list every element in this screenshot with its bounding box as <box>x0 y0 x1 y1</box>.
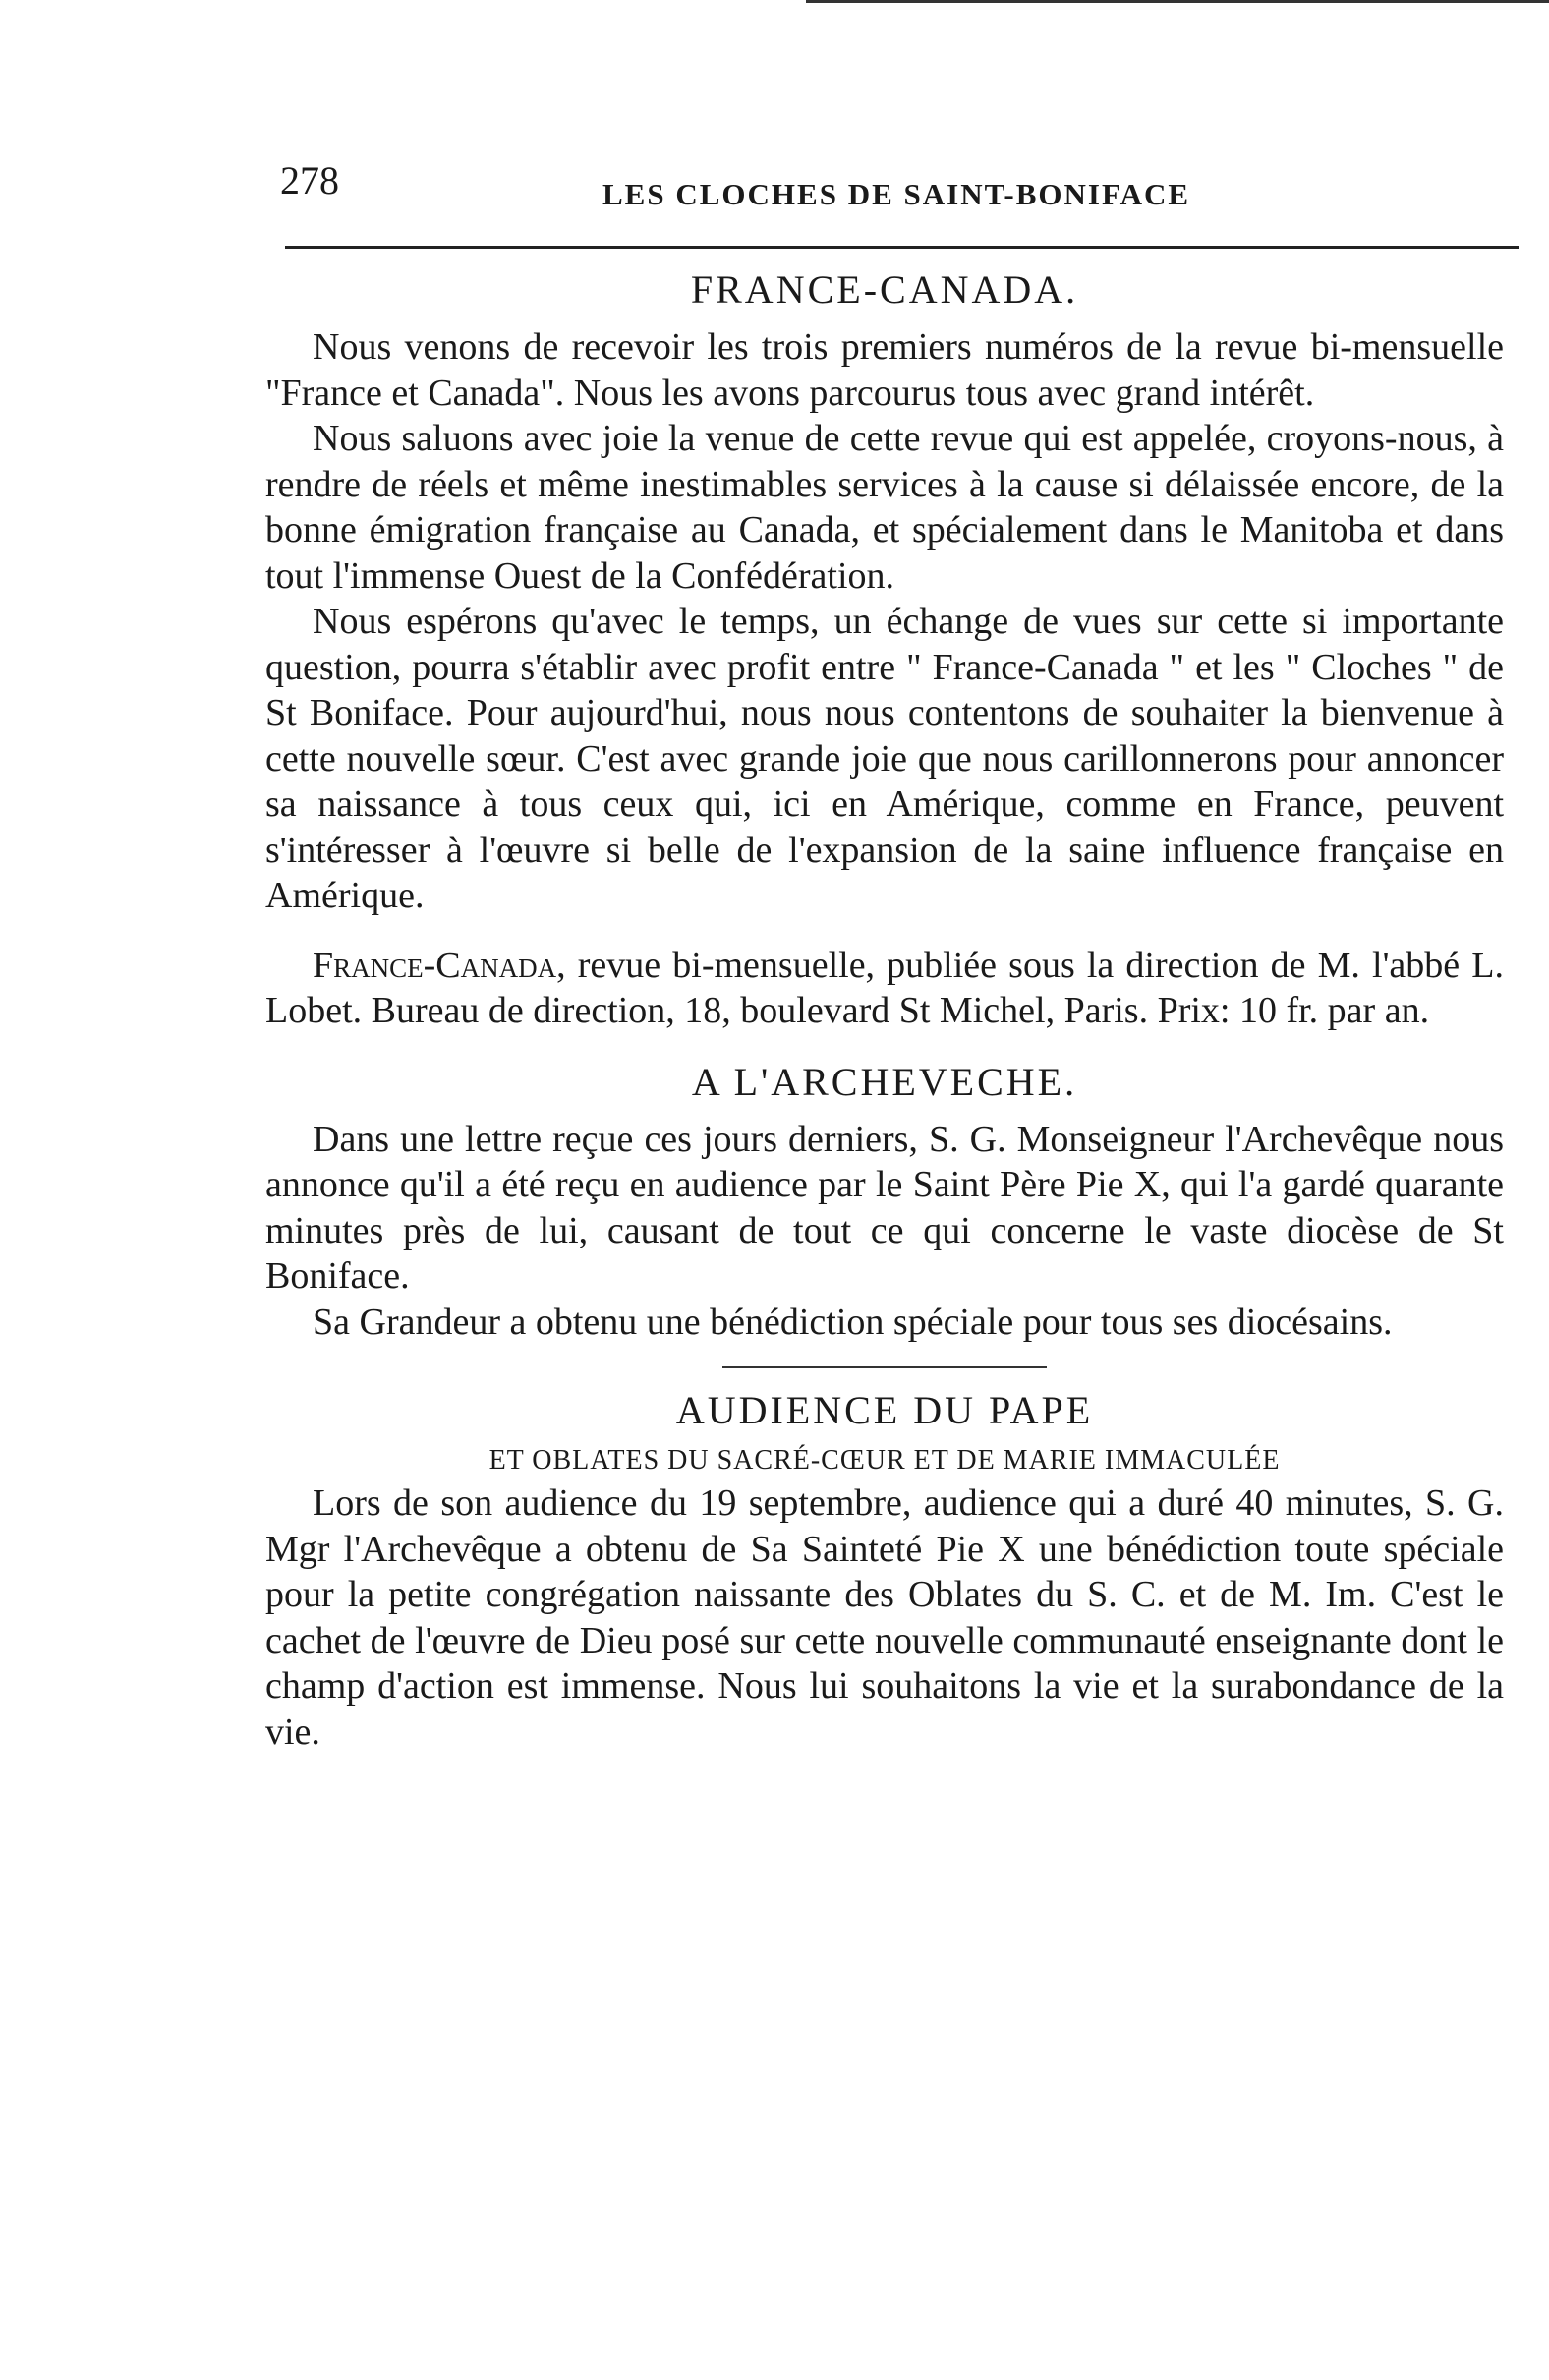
header-rule <box>285 246 1519 249</box>
paragraph: Nous saluons avec joie la venue de cette revue qui est appelée, croyons-nous, à rendre de réels et même inestimables services à la cause si délaissée encore, de la bonne émigration française au Canada, et spécialement dans le Manitoba et dans tout l'immense Ouest de la Confédération. <box>265 418 1504 597</box>
section-title: A L'ARCHEVECHE. <box>691 1059 1078 1104</box>
paragraph: Sa Grandeur a obtenu une bénédiction spéciale pour tous ses diocésains. <box>313 1301 1393 1343</box>
section-audience <box>265 1386 1504 1755</box>
publication-notice <box>265 943 1504 1034</box>
section-divider <box>722 1366 1047 1368</box>
spacer <box>265 1034 1504 1058</box>
running-title: LES CLOCHES DE SAINT-BONIFACE <box>602 177 1191 211</box>
paragraph: Nous venons de recevoir les trois premiers numéros de la revue bi-mensuelle "France et Canada". Nous les avons parcourus tous avec grand intérêt. <box>265 326 1504 414</box>
section-archeveche <box>265 1058 1504 1346</box>
section-france-canada <box>265 265 1504 1034</box>
paragraph: Nous espérons qu'avec le temps, un échange de vues sur cette si importante question, pourra s'établir avec profit entre " France-Canada " et les " Cloches " de St Boniface. Pour aujourd'hui, nous nous contentons de souhaiter la bienvenue à cette nouvelle sœur. C'est avec grande joie que nous carillonnerons pour annoncer sa naissance à tous ceux qui, ici en Amérique, comme en France, peuvent s'intéresser à l'œuvre si belle de l'expansion de la saine influence française en Amérique. <box>265 601 1504 916</box>
paragraph: Dans une lettre reçue ces jours derniers, S. G. Monseigneur l'Archevêque nous annonce qu'il a été reçu en audience par le Saint Père Pie X, qui l'a gardé quarante minutes près de lui, causant de tout ce qui concerne le vaste diocèse de St Boniface. <box>265 1118 1504 1297</box>
spacer <box>265 919 1504 943</box>
page-number: 278 <box>280 158 339 203</box>
section-title: AUDIENCE DU PAPE <box>675 1388 1094 1432</box>
top-edge-rule <box>806 0 1549 3</box>
section-title: FRANCE-CANADA. <box>690 267 1079 312</box>
notice-publication-name: France-Canada, <box>313 944 566 986</box>
notice-text: revue bi-mensuelle, publiée sous la direction de M. l'abbé L. Lobet. Bureau de direction, 18, boulevard St Michel, Paris. Prix: 10 fr. par an. <box>265 944 1504 1031</box>
text-column <box>265 265 1504 1755</box>
paragraph: Lors de son audience du 19 septembre, audience qui a duré 40 minutes, S. G. Mgr l'Archevêque a obtenu de Sa Sainteté Pie X une bénédiction toute spéciale pour la petite congrégation naissante des Oblates du S. C. et de M. Im. C'est le cachet de l'œuvre de Dieu posé sur cette nouvelle communauté enseignante dont le champ d'action est immense. Nous lui souhaitons la vie et la surabondance de la vie. <box>265 1482 1504 1753</box>
page-header <box>280 157 1528 216</box>
section-subtitle: ET OBLATES DU SACRÉ-CŒUR ET DE MARIE IMMACULÉE <box>488 1445 1281 1476</box>
